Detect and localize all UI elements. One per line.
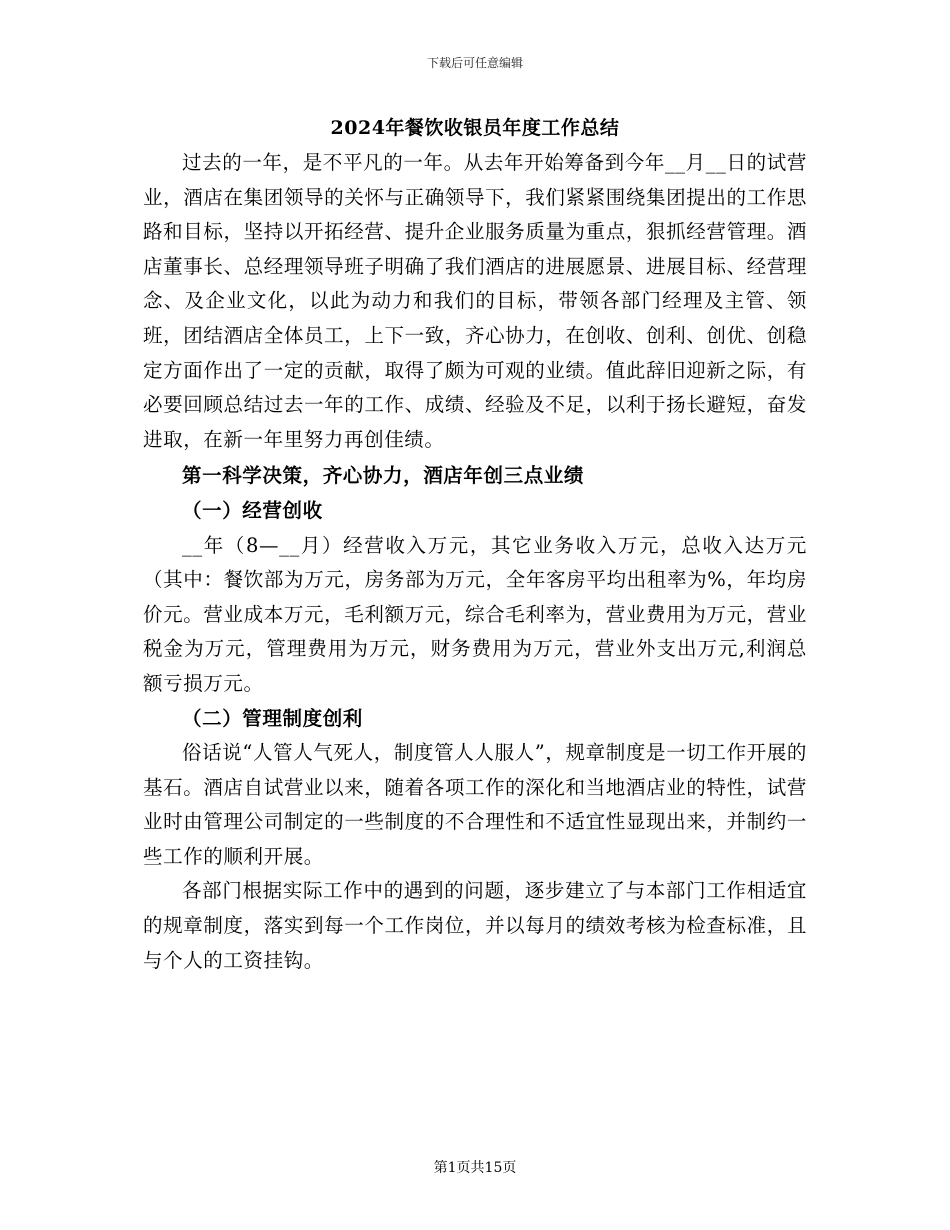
paragraph-intro: 过去的一年，是不平凡的一年。从去年开始筹备到今年__月__日的试营业，酒店在集团领导的关怀与正确领导下，我们紧紧围绕集团提出的工作思路和目标，坚持以开拓经营、提升企业服务质量为重点，狠抓经营管理。酒店董事长、总经理领导班子明确了我们酒店的进展愿景、进展目标、经营理念、及企业文化，以此为动力和我们的目标，带领各部门经理及主管、领班，团结酒店全体员工，上下一致，齐心协力，在创收、创利、创优、创稳定方面作出了一定的贡献，取得了颇为可观的业绩。值此辞旧迎新之际，有必要回顾总结过去一年的工作、成绩、经验及不足，以利于扬长避短，奋发进取，在新一年里努力再创佳绩。: [143, 151, 807, 451]
subsection-heading: （一）经营创收: [182, 498, 323, 522]
paragraph-revenue: __年（8—__月）经营收入万元，其它业务收入万元，总收入达万元（其中：餐饮部为万元，房务部为万元，全年客房平均出租率为%，年均房价元。营业成本万元，毛利额万元，综合毛利率为，营业费用为万元，营业税金为万元，管理费用为万元，财务费用为万元，营业外支出万元,利润总额亏损万元。: [143, 533, 807, 695]
header-note: 下载后可任意编辑: [426, 56, 523, 70]
paragraph-rules: 俗话说“人管人气死人，制度管人人服人”，规章制度是一切工作开展的基石。酒店自试营业以来，随着各项工作的深化和当地酒店业的特性，试营业时由管理公司制定的一些制度的不合理性和不适宜性显现出来，并制约一些工作的顺利开展。: [143, 741, 807, 868]
paragraph-departments: 各部门根据实际工作中的遇到的问题，逐步建立了与本部门工作相适宜的规章制度，落实到每一个工作岗位，并以每月的绩效考核为检查标准，且与个人的工资挂钩。: [143, 879, 807, 972]
document-body: [143, 146, 807, 978]
page-footer: 第1页共15页: [433, 1160, 517, 1176]
subsection-heading: （二）管理制度创利: [182, 706, 363, 730]
section-heading: 第一科学决策，齐心协力，酒店年创三点业绩: [182, 464, 585, 488]
document-title: 2024年餐饮收银员年度工作总结: [330, 117, 620, 139]
